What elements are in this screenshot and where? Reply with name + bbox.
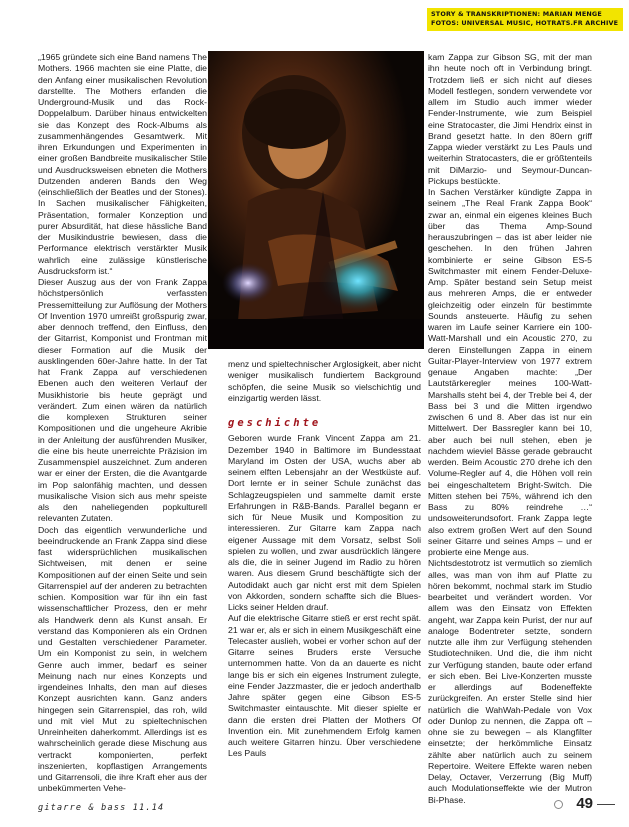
body-paragraph: In Sachen Verstärker kündigte Zappa in seinem „The Real Frank Zappa Book“ zwar an, einmal ein eigenes kleines Buch über das Thema Amp-Sound herauszubringen – das ist aber leider nie geschehen. In den frühen Jahren kombinierte er seine Gibson ES-5 Switchmaster mit einem Fender-Deluxe-Amp. Später bestand sein Setup meist aus mehreren Amps, die er entweder gleichzeitig oder einzeln für bestimmte Sounds ansteuerte. Häufig zu sehen waren im Laufe seiner Karriere ein 100-Watt-Marshall und ein Acoustic 270, zu deren Einstellungen Zappa in einem Guitar-Player-Interview von 1977 extrem genaue Angaben machte: „Der Lautstärkeregler meines 100-Watt-Marshalls steht bei 4, der Treble bei 4, der Bass bei 3 und die Mitten irgendwo zwischen 6 und 8. Aber das ist nur ein Mittelwert. Der Bassregler kann bei 10, aber auch bei null stehen, eben je nachdem wieviel Bässe gerade gebraucht werden. Beim Acoustic 270 drehe ich den Volume-Regler auf 4, die Höhen voll rein bei eingeschaltetem Bright-Switch. Die Mitten stehen bei 75%, während ich den Bass zu 80% reindrehe …“ undsoweiterundsofort. Frank Zappa legte also extrem großen Wert auf den Sound seiner Gitarre und seines Amps – und er probierte eine Menge aus. bbox=[428, 187, 592, 557]
quote-paragraph: „1965 gründete sich eine Band namens The Mothers. 1966 machten sie eine Platte, die den Anfang einer musikalischen Revolution darstellte. The Mothers erfanden die Underground-Musik und das Rock-Doppelalbum. Darüber hinaus entwickelten sie das Konzept des Rock-Albums als zusammenhängendes Gesamtwerk. Mit ihren Erkundungen und Experimenten in einer großen Bandbreite musikalischer Stile und Ausdrucksweisen ebneten die Mothers Dutzenden anderen Bands den Weg (einschließlich der Beatles und der Stones). In Sachen musikalischer Fähigkeiten, Präsentation, formaler Konzeption und purer Absurdität, hat diese hässliche Band der Musikindustrie bewiesen, dass die Performance elektrisch verstärkter Musik wahrlich eine zulässige künstlerische Ausdrucksform ist.“ bbox=[38, 52, 207, 276]
body-paragraph: Doch das eigentlich verwunderliche und beeindruckende an Frank Zappa sind diese fast widersprüchlichen musikalischen Sichtweisen, mit denen er seine Kompositionen auf der einen Seite und sein Gitarrenspiel auf der anderen zu betrachten schien. Komposition war für ihn ein fast wissenschaftlicher Prozess, den er mehr als Handwerk denn als Kunst ansah. Er verstand das Komponieren als ein Ordnen und Gestalten verschiedener Parameter. Um ein Komponist zu sein, in welchem Genre auch immer, bedarf es seiner Meinung nach nur eines Konzepts und irgendeines Inhalts, den man auf dieses Konzept ausrichten kann. Ganz anders hingegen sein Gitarrenspiel, das roh, wild und mit viel Mut zu spieltechnischen Unreinheiten daherkommt. Allerdings ist es wahrscheinlich gerade diese Mischung aus vertrackt komponierten, perfekt inszenierten, kopflastigen Arrangements und Gitarrensoli, die ihre Kraft eher aus der unbekümmerten Vehe- bbox=[38, 524, 207, 794]
body-paragraph: Auf die elektrische Gitarre stieß er erst recht spät. 21 war er, als er sich in einem Musikgeschäft eine Telecaster auslieh, wobei er vorher schon auf der Gitarre seines Bruders erste Versuche unternommen hatte. Von da an dauerte es nicht lange bis er sich ein eigenes Instrument zulegte, eine Fender Jazzmaster, die er jedoch anderthalb Jahre später gegen eine Gibson ES-5 Switchmaster eintauschte. Mit dieser spielte er dann die ersten drei Platten der Mothers Of Invention ein. Mit zunehmendem Erfolg kamen auch weitere Gitarren hinzu. Über verschiedene Les Pauls bbox=[228, 613, 421, 759]
photo-credits-box bbox=[427, 8, 623, 31]
magazine-issue-footer: gitarre & bass 11.14 bbox=[38, 803, 165, 813]
page-number: 49 bbox=[576, 795, 593, 812]
body-paragraph: Nichtsdestotrotz ist vermutlich so ziemlich alles, was man von ihm auf Platte zu hören bekommt, nochmal stark im Studio bearbeitet und verändert worden. Vor allem was den Einsatz von Effekten angeht, war Zappa kein Purist, der nur auf analoge Bodentreter setzte, sondern nutzte alle ihm zur Verfügung stehenden Studiotechniken. Und die, die ihm nicht zur Verfügung standen, baute oder erfand er sich eben. Bei Live-Konzerten musste er allerdings auf Bodeneffekte zurückgreifen. An erster Stelle sind hier natürlich die WahWah-Pedale von Vox oder Dunlop zu nennen, die Zappa oft – ohne sie zu bewegen – als Klangfilter einsetzte; der herkömmliche Einsatz zählte aber natürlich auch zu seinem Repertoire. Weitere Effekte waren neben Delay, Octaver, Verzerrung (Big Muff) auch Modulationseffekte wie der Mutron Bi-Phase. bbox=[428, 558, 592, 805]
body-paragraph: kam Zappa zur Gibson SG, mit der man ihn heute noch oft in Verbindung bringt. Trotzdem ließ er sich nicht auf dieses Modell festlegen, sondern verwendete vor allem im Studio auch immer wieder Fender-Instrumente, wie zum Beispiel eine Stratocaster, die Jimi Hendrix einst in Brand gesetzt hatte. In den 80ern griff Zappa wieder verstärkt zu Les Pauls und weiterhin Stratocasters, die er größtenteils mit DiMarzio- und Seymour-Duncan-Pickups bestückte. bbox=[428, 52, 592, 186]
article-column-left bbox=[38, 52, 207, 795]
article-column-middle bbox=[228, 359, 421, 760]
body-paragraph: menz und spieltechnischer Arglosigkeit, aber nicht weniger musikalisch fundiertem Background schöpfen, die seine Musik so vielschichtig und einzigartig werden lässt. bbox=[228, 359, 421, 403]
body-paragraph: Dieser Auszug aus der von Frank Zappa höchstpersönlich verfassten Pressemitteilung zur Auflösung der Mothers Of Invention 1970 umreißt großspurig zwar, aber dennoch treffend, den Einfluss, den der Gitarrist, Komponist und Frontman mit dieser Formation auf die Musik der ausklingenden 60er-Jahre hatte. In der Tat hat Frank Zappa auf verschiedenen Ebenen auch den weiteren Verlauf der Musikhistorie bis heute geprägt und verändert. Zum einen wären da natürlich die komplexen Strukturen seiner Kompositionen und die ungeheure Akribie in der Anleitung der ausführenden Musiker, die eine bis heute unerreichte Präzision im Zusammenspiel auszeichnet. Zum anderen war er einer der Ersten, die die Avantgarde im Pop salonfähig machten, und dessen musikalische Vision sich aus mehr speiste als den naheliegenden popkulturell relevanten Zutaten. bbox=[38, 277, 207, 524]
credits-photos: FOTOS: UNIVERSAL MUSIC, HOTRATS.FR ARCHIVE bbox=[431, 19, 619, 27]
page-ring-icon bbox=[554, 800, 563, 809]
section-heading-geschichte: geschichte bbox=[228, 417, 322, 429]
body-paragraph: Geboren wurde Frank Vincent Zappa am 21. Dezember 1940 in Baltimore im Bundesstaat Maryland im Osten der USA, wuchs aber ab seinem elften Lebensjahr an der Westküste auf. Dort lernte er in seiner Schule zunächst das Schlagzeugspielen und sammelte damit erste Erfahrungen in R&B-Bands. Parallel begann er sich für Neue Musik und Komposition zu interessieren. Zur Gitarre kam Zappa nach eigener Aussage mit dem Vorsatz, selbst Soli spielen zu wollen, und zwar ausdrücklich längere als die, die in seiner Jugend im Radio zu hören waren. Aus diesem Grund beschäftigte sich der Autodidakt auch gar nicht erst mit dem Spielen von Akkorden, sondern schaffte sich die Blues-Licks seiner Helden drauf. bbox=[228, 433, 421, 612]
article-column-right bbox=[428, 52, 592, 806]
credits-story: STORY & TRANSKRIPTIONEN: MARIAN MENGE bbox=[431, 10, 602, 18]
concert-photo bbox=[208, 51, 424, 349]
page-rule bbox=[597, 804, 615, 805]
